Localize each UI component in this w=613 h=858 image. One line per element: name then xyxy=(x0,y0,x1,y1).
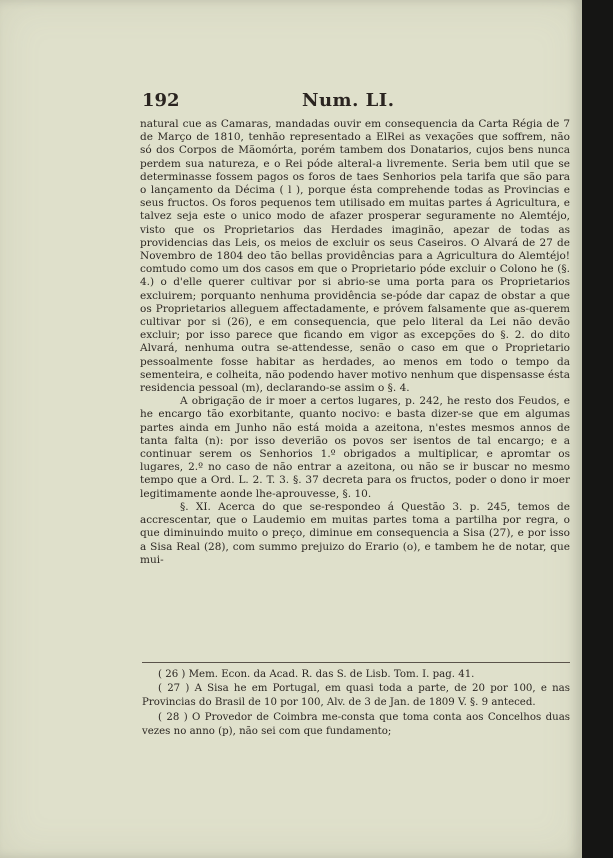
footnote-divider xyxy=(142,662,570,663)
scan-edge xyxy=(582,0,613,858)
page-header xyxy=(142,90,562,114)
page-number: 192 xyxy=(142,90,180,111)
body-text xyxy=(140,118,570,567)
footnote: ( 27 ) A Sisa he em Portugal, em quasi toda a parte, de 20 por 100, e nas Provincias do Brasil de 10 por 100, Alv. de 3 de Jan. de 1809 V. §. 9 anteced. xyxy=(142,683,570,709)
paragraph: §. XI. Acerca do que se-respondeo á Questão 3. p. 245, temos de accrescentar, que o Laudemio em muitas partes toma a partilha por regra, o que diminuindo muito o preço, diminue em consequencia a Sisa (27), e por isso a Sisa Real (28), com summo prejuizo do Erario (o), e tambem he de notar, que mui- xyxy=(140,500,570,566)
paragraph: A obrigação de ir moer a certos lugares, p. 242, he resto dos Feudos, e he encargo tão exorbitante, quanto nocivo: e basta dizer-se que em algumas partes ainda em Junho não está moida a azeitona, n'estes mesmos annos de tanta falta (n): por isso deverião os povos ser isentos de tal encargo; e a continuar serem os Senhorios 1.º obrigados a multiplicar, e apromtar os lugares, 2.º no caso de não entrar a azeitona, ou não se ir buscar no mesmo tempo que a Ord. L. 2. T. 3. §. 37 decreta para os fructos, poder o dono ir moer legitimamente aonde lhe-aprouvesse, §. 10. xyxy=(140,395,570,500)
paragraph: natural cue as Camaras, mandadas ouvir em consequencia da Carta Régia de 7 de Março de 1810, tenhão representado a ElRei as vexações que soffrem, não só dos Corpos de Mãomórta, porém tambem dos Donatarios, cujos bens nunca perdem sua natureza, e o Rei póde alteral-a livremente. Seria bem util que se determinasse fossem pagos os foros de taes Senhorios pela tarifa que são para o lançamento da Décima ( l ), porque ésta comprehende todas as Provincias e seus fructos. Os foros pequenos tem utilisado em muitas partes á Agricultura, e talvez seja este o unico modo de afazer prosperar seguramente no Alemtéjo, visto que os Proprietarios das Herdades imaginão, apezar de todas as providencias das Leis, os meios de excluir os seus Caseiros. O Alvará de 27 de Novembro de 1804 deo tão bellas providências para a Agricultura do Alemtéjo! comtudo como um dos casos em que o Proprietario póde excluir o Colono he (§. 4.) o d'elle querer cultivar por si abrio-se uma porta para os Proprietarios excluirem; porquanto nenhuma providência se-póde dar capaz de obstar a que os Proprietarios alleguem affectadamente, e próvem falsamente que as-querem cultivar por si (26), e em consequencia, que pelo literal da Lei não devão excluir; por isso parece que ficando em vigor as excepções do §. 2. do dito Alvará, nenhuma outra se-attendesse, senão o caso em que o Proprietario pessoalmente fosse habitar as herdades, ao menos em todo o tempo da sementeira, e colheita, não podendo haver motivo nenhum que dispensasse ésta residencia pessoal (m), declarando-se assim o §. 4. xyxy=(140,118,570,395)
footnote: ( 26 ) Mem. Econ. da Acad. R. das S. de Lisb. Tom. I. pag. 41. xyxy=(158,669,475,680)
footnotes xyxy=(142,668,570,739)
running-title: Num. LI. xyxy=(302,90,395,111)
footnote: ( 28 ) O Provedor de Coimbra me-consta que toma conta aos Concelhos duas vezes no anno (p), não sei com que fundamento; xyxy=(142,711,570,737)
